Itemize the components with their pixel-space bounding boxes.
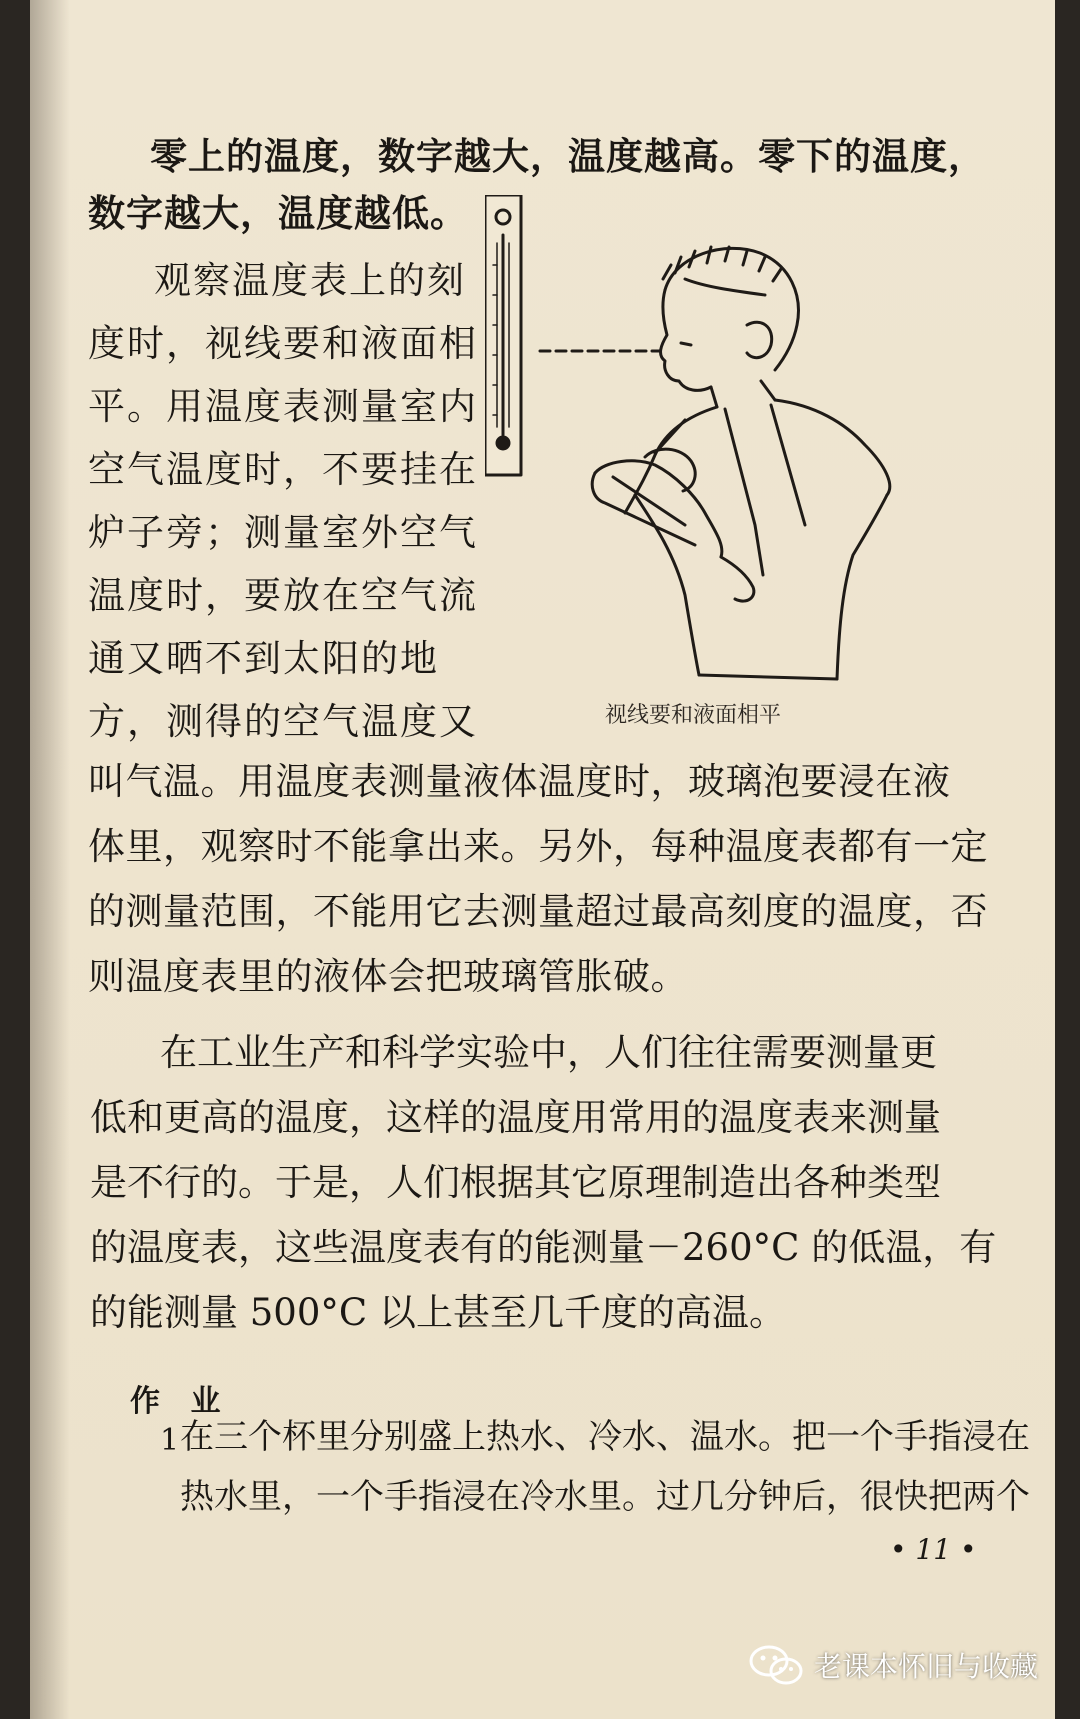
paragraph-2-line-8: 方，测得的空气温度又	[88, 700, 478, 743]
paragraph-2-line-4: 空气温度时，不要挂在	[88, 448, 478, 491]
paragraph-2-line-6: 温度时，要放在空气流	[88, 574, 478, 617]
paragraph-3-line-3: 是不行的。于是，人们根据其它原理制造出各种类型	[90, 1161, 941, 1204]
watermark-text: 老课本怀旧与收藏	[814, 1650, 1039, 1683]
paragraph-3-line-2: 低和更高的温度，这样的温度用常用的温度表来测量	[90, 1096, 941, 1139]
paragraph-1-line-1: 零上的温度，数字越大，温度越高。零下的温度，	[150, 134, 986, 178]
paragraph-3-line-1: 在工业生产和科学实验中，人们往往需要测量更	[160, 1031, 937, 1074]
paragraph-3-line-4: 的温度表，这些温度表有的能测量－260°C 的低温，有	[90, 1226, 997, 1269]
paragraph-2-line-9: 叫气温。用温度表测量液体温度时，玻璃泡要浸在液	[88, 760, 951, 803]
homework-item-1-line-2: 热水里，一个手指浸在冷水里。过几分钟后，很快把两个	[180, 1477, 1030, 1517]
watermark	[748, 1640, 1038, 1690]
paragraph-2-line-7: 通又晒不到太阳的地	[88, 637, 439, 680]
paragraph-2-line-11: 的测量范围，不能用它去测量超过最高刻度的温度，否	[88, 890, 988, 933]
homework-title: 作 业	[130, 1384, 231, 1419]
paragraph-2-line-10: 体里，观察时不能拿出来。另外，每种温度表都有一定	[88, 825, 988, 868]
page-gutter-shadow	[30, 0, 70, 1719]
paragraph-2-line-1: 观察温度表上的刻	[154, 259, 466, 302]
homework-item-1-number: 1	[160, 1423, 180, 1458]
paragraph-2-line-12: 则温度表里的液体会把玻璃管胀破。	[88, 955, 688, 998]
homework-item-1-line-1: 在三个杯里分别盛上热水、冷水、温水。把一个手指浸在	[180, 1417, 1030, 1457]
paragraph-2-line-5: 炉子旁；测量室外空气	[88, 511, 478, 554]
paragraph-2-line-3: 平。用温度表测量室内	[88, 385, 478, 428]
boy-reading-thermometer-illustration	[485, 195, 985, 685]
page-number: • 11 •	[890, 1533, 977, 1566]
illustration-caption: 视线要和液面相平	[605, 703, 782, 728]
paragraph-1-line-2: 数字越大，温度越低。	[88, 191, 468, 235]
book-page	[30, 0, 1055, 1719]
paragraph-2-line-2: 度时，视线要和液面相	[88, 322, 478, 365]
wechat-icon	[748, 1643, 804, 1687]
paragraph-3-line-5: 的能测量 500°C 以上甚至几千度的高温。	[90, 1291, 786, 1334]
